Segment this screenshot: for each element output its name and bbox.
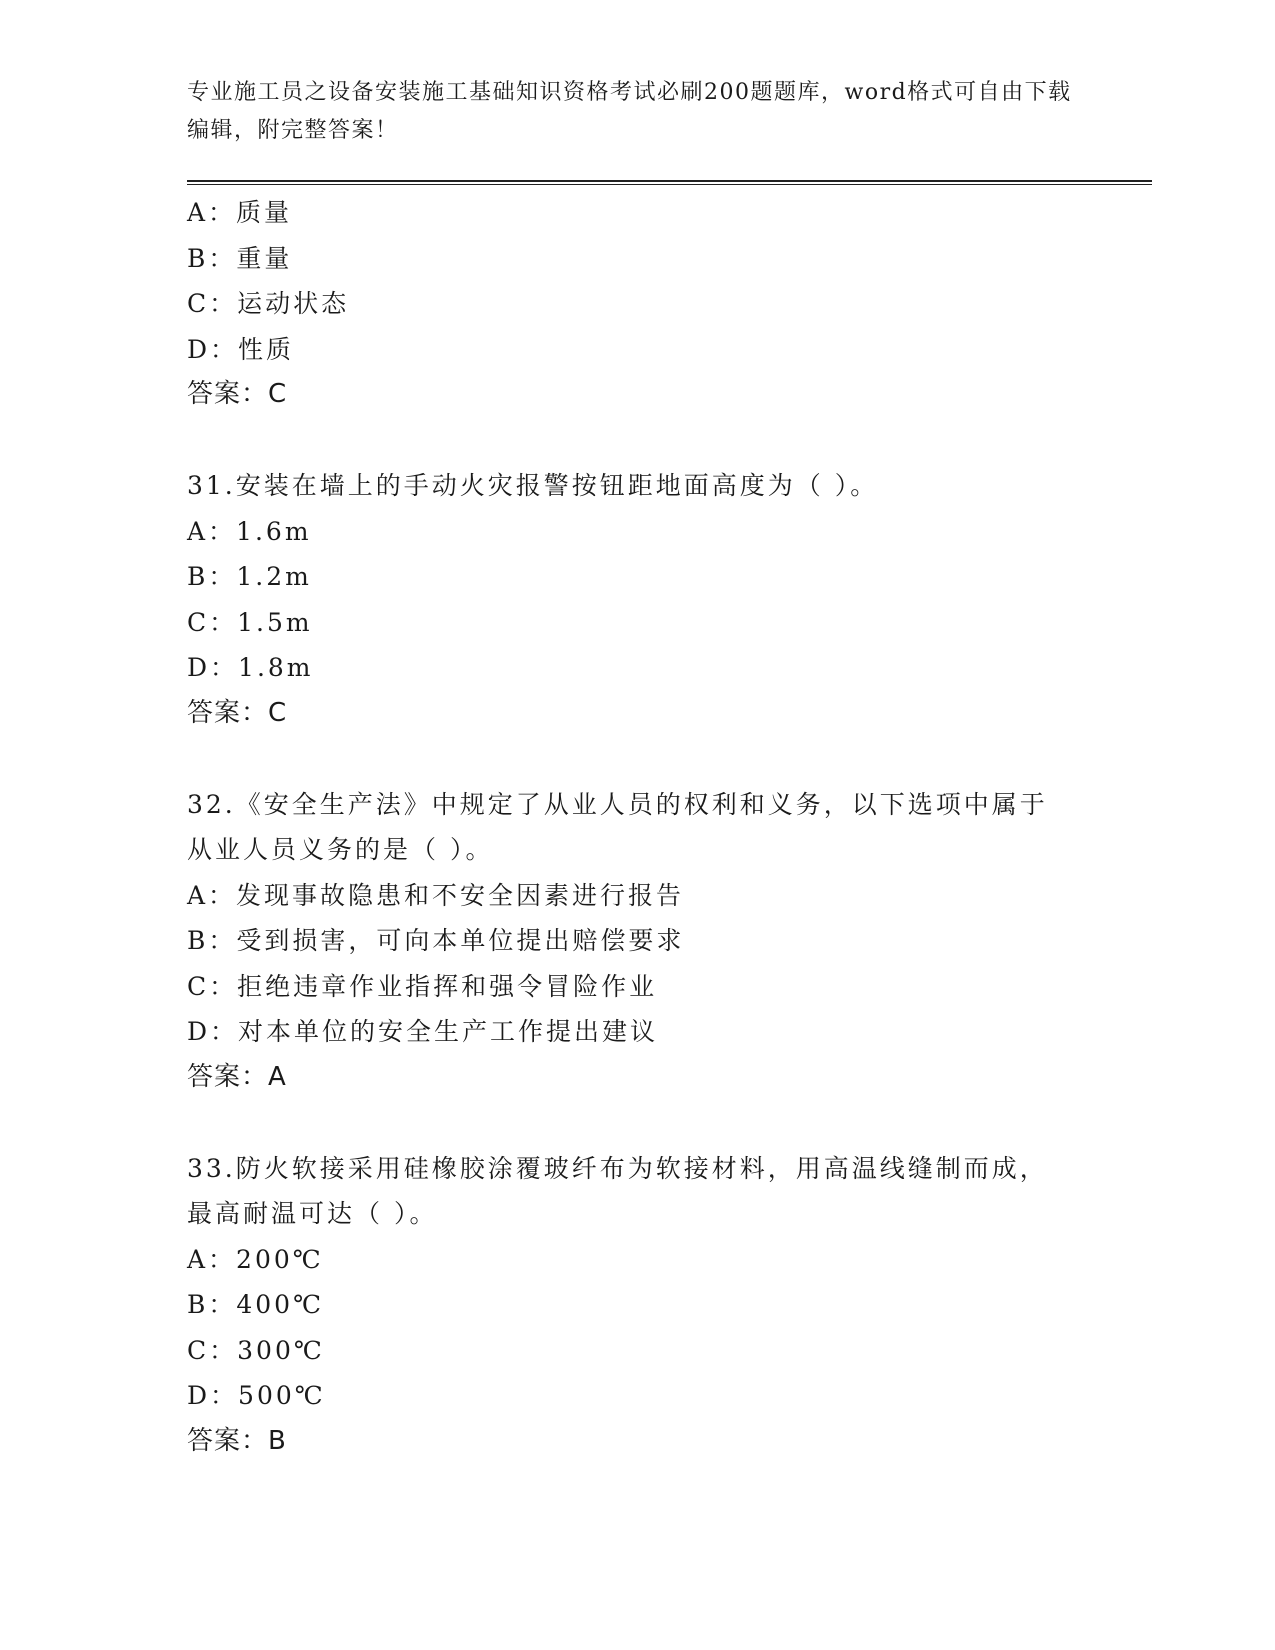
option-d: D：1.8m — [187, 653, 314, 682]
option-b: B：400℃ — [187, 1290, 325, 1319]
document-header: 专业施工员之设备安装施工基础知识资格考试必刷200题题库，word格式可自由下载编辑，附完整答案！ — [187, 80, 1072, 143]
question-stem: 33.防火软接采用硅橡胶涂覆玻纤布为软接材料，用高温线缝制而成，最高耐温可达（ ）。 — [187, 1153, 1048, 1228]
option-d: D：性质 — [187, 334, 295, 364]
option-a: A：1.6m — [187, 516, 312, 546]
option-c: C：运动状态 — [187, 289, 350, 318]
header-rule-thin — [187, 184, 1152, 185]
question-stem: 32.《安全生产法》中规定了从业人员的权利和义务，以下选项中属于从业人员义务的是（ ）。 — [187, 789, 1048, 864]
option-c: C：拒绝违章作业指挥和强令冒险作业 — [187, 971, 658, 1001]
option-a: A：发现事故隐患和不安全因素进行报告 — [187, 880, 685, 910]
option-d: D：500℃ — [187, 1381, 326, 1410]
answer: 答案：C — [187, 379, 288, 409]
question-30 — [187, 190, 1087, 418]
option-a: A：质量 — [187, 198, 293, 227]
question-33 — [187, 1146, 1087, 1465]
answer: 答案：C — [187, 697, 288, 728]
question-list — [187, 190, 1087, 1464]
header-rule-thick — [187, 180, 1152, 182]
option-b: B：1.2m — [187, 562, 312, 591]
question-31 — [187, 463, 1087, 736]
option-c: C：1.5m — [187, 607, 313, 637]
answer: 答案：A — [187, 1061, 287, 1092]
option-b: B：受到损害，可向本单位提出赔偿要求 — [187, 926, 685, 955]
answer: 答案：B — [187, 1425, 287, 1456]
question-32 — [187, 782, 1087, 1101]
option-d: D：对本单位的安全生产工作提出建议 — [187, 1017, 659, 1046]
option-a: A：200℃ — [187, 1244, 324, 1274]
question-stem: 31.安装在墙上的手动火灾报警按钮距地面高度为（ ）。 — [187, 471, 879, 500]
option-b: B：重量 — [187, 243, 293, 273]
option-c: C：300℃ — [187, 1335, 325, 1365]
